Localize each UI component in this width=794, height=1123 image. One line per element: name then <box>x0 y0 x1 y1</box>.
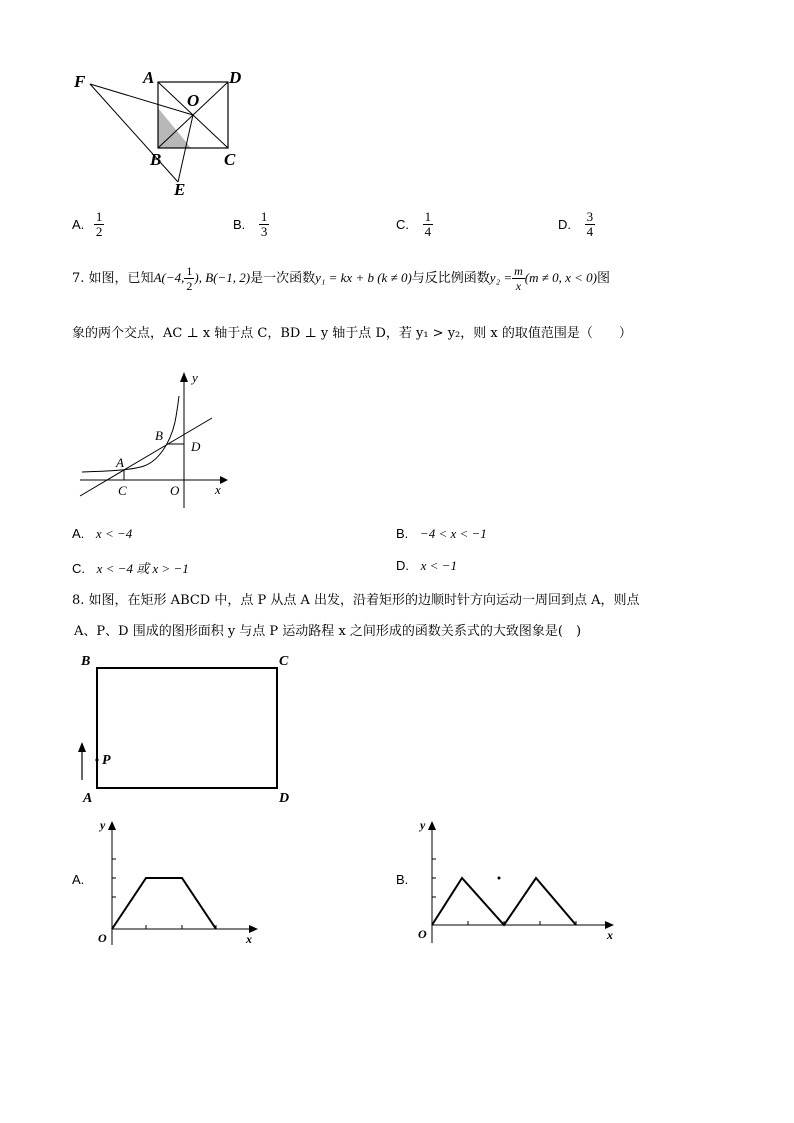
q8-graph-a-o: O <box>98 931 107 945</box>
q8-option-b[interactable] <box>396 872 408 887</box>
q6-option-c-den: 4 <box>424 224 432 239</box>
q7-label-o: O <box>170 483 180 498</box>
q8-label-b: B <box>81 654 91 669</box>
q6-option-b-num: 1 <box>260 209 268 224</box>
q8-option-b-letter: B. <box>396 872 409 887</box>
rectangle-abcd <box>97 668 277 788</box>
q6-option-b[interactable] <box>233 210 269 239</box>
label-B: B <box>150 150 162 169</box>
q6-option-d[interactable] <box>558 210 595 239</box>
q7-option-a[interactable] <box>72 526 132 542</box>
q7-hyperbola <box>82 396 179 472</box>
q8-graph-a-x: x <box>246 932 252 946</box>
q6-option-c-letter: C. <box>396 217 409 232</box>
q6-option-b-den: 3 <box>260 224 268 239</box>
q7-option-d[interactable] <box>396 558 457 574</box>
q7-label-x: x <box>215 482 221 497</box>
q8-graph-a-curve <box>112 878 216 929</box>
q8-figure <box>72 648 312 808</box>
q7-option-b-text: −4 < x < −1 <box>419 526 487 541</box>
q6-option-d-num: 3 <box>586 209 594 224</box>
q8-label-a: A <box>83 791 93 806</box>
q6-figure <box>70 64 260 204</box>
q7-option-c-text: x < −4 或 x > −1 <box>96 561 189 576</box>
q7-option-a-text: x < −4 <box>95 526 133 541</box>
q6-option-a-letter: A. <box>72 217 85 232</box>
q8-number: 8. <box>72 593 85 608</box>
q7-line1 <box>72 262 610 295</box>
q8-graph-b-curve <box>432 878 576 925</box>
q7-line2: 象的两个交点，AC ⊥ x 轴于点 C，BD ⊥ y 轴于点 D，若 y₁ > y₂，则 x 的取值范围是（ ） <box>72 326 632 341</box>
q7-linear-func: y₁ = kx + b (k ≠ 0) <box>315 270 412 285</box>
q8-label-d: D <box>279 791 290 806</box>
q6-option-c[interactable] <box>396 210 433 239</box>
q7-option-c-letter: C. <box>72 561 85 576</box>
q6-option-a-num: 1 <box>95 209 103 224</box>
q7-figure <box>72 366 242 512</box>
label-E: E <box>174 180 186 199</box>
q8-graph-b-x: x <box>607 928 613 942</box>
q8-line2: A、P、D 围成的图形面积 y 与点 P 运动路程 x 之间形成的函数关系式的大致图象是( ) <box>74 624 582 639</box>
q7-label-b: B <box>155 428 163 443</box>
q7-recip-num: m <box>514 264 523 278</box>
q7-point-a: A(−4, <box>153 270 185 285</box>
q7-text-c: 与反比例函数 <box>411 271 490 286</box>
q7-recip-den: x <box>515 279 522 293</box>
q8-line1 <box>72 589 640 608</box>
q6-option-c-num: 1 <box>424 209 432 224</box>
q7-option-b[interactable] <box>396 526 487 542</box>
q7-recip-lhs: y₂ = <box>489 270 513 285</box>
q8-line1-text: 如图，在矩形 ABCD 中，点 P 从点 A 出发，沿着矩形的边顺时针方向运动一周回到点 A，则点 <box>88 593 640 608</box>
q8-graph-b-o: O <box>418 927 427 941</box>
q7-option-a-letter: A. <box>72 526 85 541</box>
q7-text-b: 是一次函数 <box>250 271 316 286</box>
q7-option-d-letter: D. <box>396 558 409 573</box>
q7-label-a: A <box>116 455 124 470</box>
label-O: O <box>187 91 200 110</box>
q6-option-a-den: 2 <box>95 224 103 239</box>
label-F: F <box>74 72 86 91</box>
q6-option-b-letter: B. <box>233 217 246 232</box>
label-D: D <box>229 68 242 87</box>
q7-label-c: C <box>118 483 127 498</box>
q7-option-c[interactable] <box>72 558 189 577</box>
q8-graph-a-y: y <box>100 818 106 832</box>
q7-number: 7. <box>72 271 85 286</box>
q7-option-b-letter: B. <box>396 526 409 541</box>
q8-graph-b[interactable] <box>414 815 624 950</box>
q7-point-b: , B(−1, 2) <box>198 270 251 285</box>
q7-option-d-text: x < −1 <box>420 558 457 573</box>
q7-point-a-den: 2 <box>186 279 193 293</box>
q8-option-a-letter: A. <box>72 872 85 887</box>
q8-label-p: P <box>102 753 111 768</box>
q8-graph-a[interactable] <box>94 815 264 953</box>
q6-option-a[interactable] <box>72 210 104 239</box>
q8-label-c: C <box>279 654 289 669</box>
q7-point-a-num: 1 <box>186 264 193 278</box>
label-C: C <box>224 150 236 169</box>
q7-recip-cond: (m ≠ 0, x < 0) <box>524 270 598 285</box>
label-A: A <box>143 68 155 87</box>
q7-label-d: D <box>191 439 201 454</box>
q6-option-d-letter: D. <box>558 217 571 232</box>
q8-graph-b-y: y <box>420 818 426 832</box>
q7-label-y: y <box>192 370 198 385</box>
q7-point-a-close: ) <box>194 270 199 285</box>
q6-option-d-den: 4 <box>586 224 594 239</box>
q7-text-d: 图 <box>597 271 611 286</box>
q7-line <box>80 418 212 496</box>
q8-option-a[interactable] <box>72 872 84 887</box>
q7-text-a: 如图，已知 <box>88 271 154 286</box>
